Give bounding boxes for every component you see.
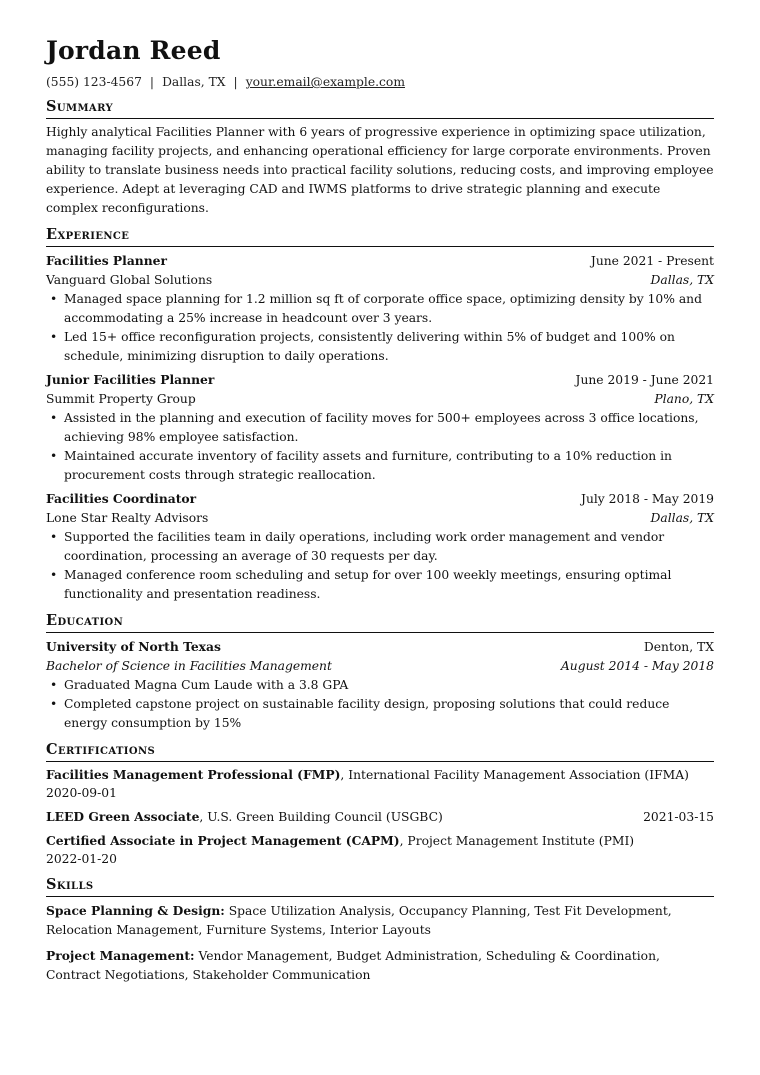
certifications-section [46, 741, 714, 868]
location: Dallas, TX [162, 75, 226, 89]
job-dates: July 2018 - May 2019 [581, 492, 714, 506]
certification-issuer: , International Facility Management Association (IFMA) [340, 768, 689, 782]
degree: Bachelor of Science in Facilities Management [46, 659, 332, 673]
bullet-item: • Supported the facilities team in daily operations, including work order management and vendor coordination, processing an average of 30 requests per day. [46, 528, 714, 566]
skill-values: Space Utilization Analysis, Occupancy Planning, Test Fit Development, Relocation Management, Furniture Systems, Interior Layouts [46, 904, 672, 937]
separator: | [233, 75, 238, 89]
certification-item [46, 766, 714, 802]
skills-section [46, 876, 714, 985]
bullet-item: • Graduated Magna Cum Laude with a 3.8 GPA [46, 676, 714, 695]
certification-name: Facilities Management Professional (FMP) [46, 767, 341, 782]
bullet-item: • Led 15+ office reconfiguration projects, consistently delivering within 5% of budget and 100% on schedule, minimizing disruption to daily operations. [46, 328, 714, 366]
job-location: Dallas, TX [650, 273, 714, 287]
company-name: Vanguard Global Solutions [46, 273, 213, 287]
summary-section [46, 98, 714, 218]
certification-issuer: , U.S. Green Building Council (USGBC) [199, 810, 443, 824]
section-title-certifications: Certifications [46, 741, 714, 762]
certification-item [46, 832, 714, 868]
education-dates: August 2014 - May 2018 [560, 659, 714, 673]
experience-section [46, 226, 714, 604]
certification-date: 2022-01-20 [46, 852, 117, 866]
certification-item [46, 808, 714, 826]
certification-date: 2021-03-15 [643, 810, 714, 824]
job-entry [46, 370, 714, 485]
bullet-item: • Assisted in the planning and execution of facility moves for 500+ employees across 3 office locations, achieving 98% employee satisfaction. [46, 409, 714, 447]
job-dates: June 2019 - June 2021 [575, 373, 714, 387]
skill-group [46, 901, 714, 940]
email-link[interactable]: your.email@example.com [245, 75, 405, 89]
summary-text: Highly analytical Facilities Planner with 6 years of progressive experience in optimizing space utilization, managing facility projects, and enhancing operational efficiency for large corporate environments. Proven ability to translate business needs into practical facility solutions, reducing costs, and improving employee experience. Adept at leveraging CAD and IWMS platforms to drive strategic planning and execute complex reconfigurations. [46, 125, 714, 215]
company-name: Lone Star Realty Advisors [46, 511, 209, 525]
job-title: Facilities Coordinator [46, 491, 197, 506]
certification-date: 2020-09-01 [46, 786, 117, 800]
phone-number: (555) 123-4567 [46, 75, 142, 89]
candidate-name: Jordan Reed [46, 36, 221, 65]
bullet-item: • Managed space planning for 1.2 million sq ft of corporate office space, optimizing density by 10% and accommodating a 25% increase in headcount over 3 years. [46, 290, 714, 328]
school-name: University of North Texas [46, 639, 221, 654]
bullet-item: • Maintained accurate inventory of facility assets and furniture, contributing to a 10% reduction in procurement costs through strategic reallocation. [46, 447, 714, 485]
skill-group [46, 946, 714, 985]
school-location: Denton, TX [643, 640, 714, 654]
job-entry [46, 489, 714, 604]
certification-name: Certified Associate in Project Management (CAPM) [46, 833, 400, 848]
job-entry [46, 251, 714, 366]
contact-line [46, 74, 714, 90]
skill-label: Space Planning & Design: [46, 903, 225, 918]
skill-label: Project Management: [46, 948, 195, 963]
section-title-education: Education [46, 612, 714, 633]
section-title-skills: Skills [46, 876, 714, 897]
bullet-item: • Completed capstone project on sustainable facility design, proposing solutions that could reduce energy consumption by 15% [46, 695, 714, 733]
education-section [46, 612, 714, 733]
job-location: Plano, TX [654, 392, 714, 406]
skill-values: Vendor Management, Budget Administration, Scheduling & Coordination, Contract Negotiations, Stakeholder Communication [46, 949, 660, 982]
separator: | [149, 75, 155, 89]
job-location: Dallas, TX [650, 511, 714, 525]
certification-issuer: , Project Management Institute (PMI) [399, 834, 635, 848]
bullet-item: • Managed conference room scheduling and setup for over 100 weekly meetings, ensuring optimal functionality and presentation readiness. [46, 566, 714, 604]
certification-name: LEED Green Associate [46, 809, 200, 824]
job-title: Junior Facilities Planner [46, 372, 215, 387]
section-title-summary: Summary [46, 98, 714, 119]
job-title: Facilities Planner [46, 253, 167, 268]
section-title-experience: Experience [46, 226, 714, 247]
job-dates: June 2021 - Present [590, 254, 714, 268]
company-name: Summit Property Group [46, 392, 196, 406]
